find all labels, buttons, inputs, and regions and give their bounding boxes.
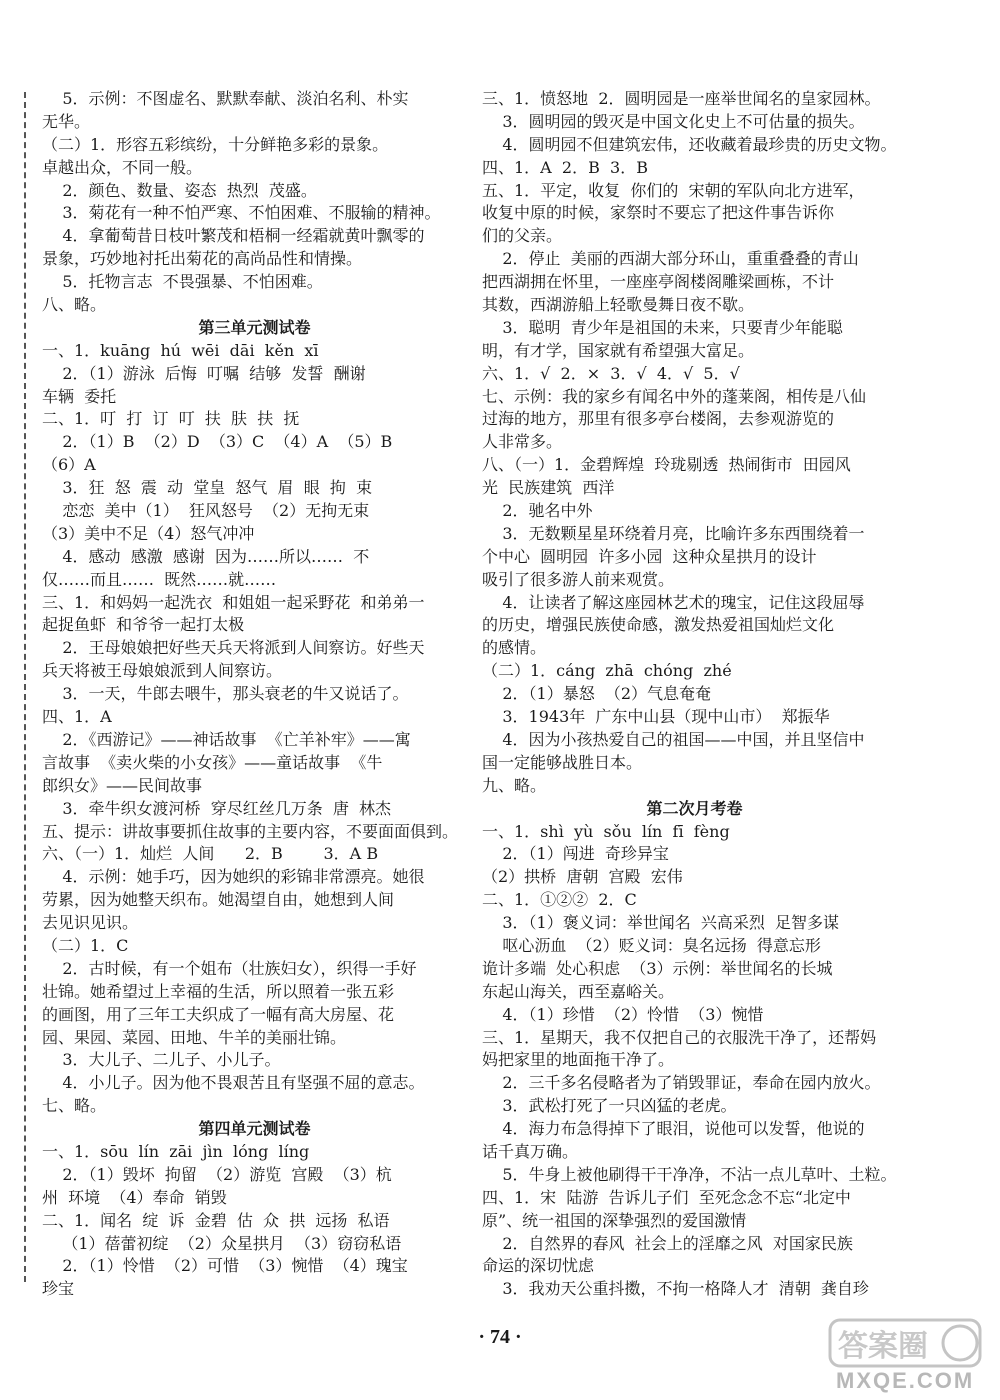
answer-line: 珍宝 (42, 1279, 75, 1299)
page-number: · 74 · (478, 1326, 522, 1348)
answer-line: （1）蓓蕾初绽 （2）众星拱月 （3）窃窃私语 (42, 1233, 402, 1253)
answer-line: （3）美中不足（4）怒气冲冲 (42, 523, 255, 543)
left-answer-column (42, 88, 467, 1301)
answer-line: 五、提示：讲故事要抓住故事的主要内容，不要面面俱到。 (42, 821, 459, 841)
answer-line: 卓越出众，不同一般。 (42, 157, 203, 177)
answer-line: 3．我劝天公重抖擞，不拘一格降人才 清朝 龚自珍 (482, 1279, 869, 1299)
answer-line: 2．停止 美丽的西湖大部分环山，重重叠叠的青山 (482, 249, 859, 269)
section-title: 第四单元测试卷 (198, 1119, 311, 1139)
answer-line: 吸引了很多游人前来观赏。 (482, 569, 675, 589)
right-answer-column (482, 88, 907, 1301)
answer-line: 2．颜色、数量、姿态 热烈 茂盛。 (42, 180, 317, 200)
answer-line: 3．狂 怒 震 动 堂皇 怒气 眉 眼 拘 束 (42, 478, 373, 498)
answer-line: 呕心沥血 （2）贬义词：臭名远扬 得意忘形 (482, 935, 821, 955)
answer-line: 2．（1）暴怒 （2）气息奄奄 (482, 684, 712, 704)
answer-line: 2．（1）怜惜 （2）可惜 （3）惋惜 （4）瑰宝 (42, 1256, 408, 1276)
answer-line: 5．牛身上被他刷得干干净净，不沾一点儿草叶、土粒。 (482, 1164, 897, 1184)
section-title: 第三单元测试卷 (198, 317, 311, 337)
answer-line: 去见识见识。 (42, 913, 139, 933)
answer-line: 2．（1）毁坏 拘留 （2）游览 宫殿 （3）杭 (42, 1164, 392, 1184)
answer-line: 5．示例：不图虚名、默默奉献、淡泊名利、朴实 (42, 89, 409, 108)
answer-line: 园、果园、菜园、田地、牛羊的美丽壮锦。 (42, 1027, 347, 1047)
watermark-logo (810, 1318, 990, 1396)
answer-line: 人非常多。 (482, 432, 563, 452)
answer-line: 4．小儿子。因为他不畏艰苦且有坚强不屈的意志。 (42, 1073, 425, 1093)
answer-line: 4．海力布急得掉下了眼泪，说他可以发誓，他说的 (482, 1119, 865, 1139)
answer-line: 个中心 圆明园 许多小园 这种众星拱月的设计 (482, 546, 817, 566)
answer-line: 景象，巧妙地衬托出菊花的高尚品性和情操。 (42, 249, 363, 269)
answer-line: 妈把家里的地面拖干净了。 (482, 1050, 675, 1070)
answer-line: 二、1．闻名 绽 诉 金碧 估 众 拱 远扬 私语 (42, 1210, 390, 1230)
answer-line: 2．（1）闯进 奇珍异宝 (482, 844, 669, 864)
answer-line: 5．托物言志 不畏强暴、不怕困难。 (42, 272, 323, 292)
answer-line: 3．圆明园的毁灭是中国文化史上不可估量的损失。 (482, 111, 865, 131)
answer-line: 壮锦。她希望过上幸福的生活，所以照着一张五彩 (42, 981, 395, 1001)
answer-line: 三、1．和妈妈一起洗衣 和姐姐一起采野花 和弟弟一 (42, 592, 425, 612)
answer-line: 4．因为小孩热爱自己的祖国——中国，并且坚信中 (482, 729, 865, 749)
answer-line: 命运的深切忧虑 (482, 1256, 595, 1276)
answer-line: 明，有才学，国家就有希望强大富足。 (482, 340, 755, 360)
answer-line: 六、（一）1．灿烂 人间 2．B 3．A B (42, 844, 379, 864)
answer-line: 的历史，增强民族使命感，激发热爱祖国灿烂文化 (482, 615, 835, 635)
answer-line: 4．拿葡萄昔日枝叶繁茂和梧桐一经霜就黄叶飘零的 (42, 226, 425, 246)
answer-line: 国一定能够战胜日本。 (482, 752, 643, 772)
answer-line: 仅……而且…… 既然……就…… (42, 569, 277, 589)
answer-line: 无华。 (42, 111, 91, 131)
column-divider (24, 92, 26, 1282)
answer-line: 五、1．平定，收复 你们的 宋朝的军队向北方进军， (482, 180, 865, 200)
answer-line: 光 民族建筑 西洋 (482, 478, 615, 498)
answer-line: 们的父亲。 (482, 226, 563, 246)
answer-line: 话千真万确。 (482, 1141, 579, 1161)
answer-line: 七、略。 (42, 1096, 107, 1116)
answer-line: 2．《西游记》——神话故事 《亡羊补牢》——寓 (42, 729, 411, 749)
answer-line: 3．牵牛织女渡河桥 穿尽红丝几万条 唐 林杰 (42, 798, 392, 818)
answer-line: （二）1．C (42, 935, 129, 955)
answer-line: （6）A (42, 455, 96, 475)
answer-line: 4．感动 感激 感谢 因为……所以…… 不 (42, 546, 370, 566)
answer-line: 二、1．叮 打 订 叮 扶 肤 扶 抚 (42, 409, 300, 429)
answer-line: 州 环境 （4）奉命 销毁 (42, 1187, 227, 1207)
answer-line: 2．古时候，有一个姐布（壮族妇女），织得一手好 (42, 958, 417, 978)
answer-line: （2）拱桥 唐朝 宫殿 宏伟 (482, 867, 683, 887)
answer-line: 收复中原的时候，家祭时不要忘了把这件事告诉你 (482, 203, 835, 223)
answer-line: 一、1．kuāng hú wēi dāi kěn xī (42, 340, 319, 360)
answer-line: 4．让读者了解这座园林艺术的瑰宝，记住这段屈辱 (482, 592, 865, 612)
answer-line: 2．（1）游泳 后悔 叮嘱 结够 发誓 酬谢 (42, 363, 366, 383)
answer-line: 七、示例：我的家乡有闻名中外的蓬莱阁，相传是八仙 (482, 386, 867, 406)
answer-line: 兵天将被王母娘娘派到人间察访。 (42, 661, 283, 681)
answer-line: 把西湖拥在怀里，一座座亭阁楼阁雕梁画栋，不计 (482, 272, 835, 292)
answer-line: 的画图，用了三年工夫织成了一幅有高大房屋、花 (42, 1004, 395, 1024)
answer-line: 的感情。 (482, 638, 547, 658)
answer-line: 东起山海关，西至嘉峪关。 (482, 981, 675, 1001)
answer-line: 其数，西湖游船上轻歌曼舞日夜不歇。 (482, 295, 755, 315)
answer-line: （二）1．cáng zhā chóng zhé (482, 661, 732, 681)
answer-line: 4．（1）珍惜 （2）怜惜 （3）惋惜 (482, 1004, 764, 1024)
answer-line: 三、1．星期天，我不仅把自己的衣服洗干净了，还帮妈 (482, 1027, 877, 1047)
answer-line: 3．无数颗星星环绕着月亮，比喻许多东西围绕着一 (482, 523, 865, 543)
answer-line: 起捉鱼虾 和爷爷一起打太极 (42, 615, 245, 635)
answer-line: 3．（1）褒义词：举世闻名 兴高采烈 足智多谋 (482, 913, 840, 933)
answer-line: 2．（1）B （2）D （3）C （4）A （5）B (42, 432, 393, 452)
answer-line: 九、略。 (482, 775, 547, 795)
answer-line: 一、1．sōu lín zāi jìn lóng líng (42, 1141, 310, 1161)
answer-line: 车辆 委托 (42, 386, 117, 406)
answer-line: 3．武松打死了一只凶猛的老虎。 (482, 1096, 737, 1116)
answer-line: 3．菊花有一种不怕严寒、不怕困难、不服输的精神。 (42, 203, 441, 223)
answer-line: 4．圆明园不但建筑宏伟，还收藏着最珍贵的历史文物。 (482, 134, 897, 154)
answer-line: 3．一天，牛郎去喂牛，那头衰老的牛又说话了。 (42, 684, 409, 704)
answer-line: 2．王母娘娘把好些天兵天将派到人间察访。好些天 (42, 638, 425, 658)
answer-line: 2．自然界的春风 社会上的淫靡之风 对国家民族 (482, 1233, 853, 1253)
watermark-text-url: MXQE.COM (836, 1368, 975, 1393)
answer-line: 恋恋 美中（1） 狂风怒号 （2）无拘无束 (42, 501, 370, 521)
watermark-text-cn: 答案圈 (838, 1329, 928, 1364)
answer-line: 言故事 《卖火柴的小女孩》——童话故事 《牛 (42, 752, 383, 772)
answer-line: （二）1．形容五彩缤纷，十分鲜艳多彩的景象。 (42, 134, 389, 154)
section-title: 第二次月考卷 (646, 798, 743, 818)
answer-line: 4．示例：她手巧，因为她织的彩锦非常漂亮。她很 (42, 867, 425, 887)
answer-line: 诡计多端 处心积虑 （3）示例：举世闻名的长城 (482, 958, 833, 978)
answer-line: 四、1．宋 陆游 告诉儿子们 至死念念不忘“北定中 (482, 1187, 851, 1207)
answer-line: 2．驰名中外 (482, 501, 593, 521)
answer-line: 劳累，因为她整天织布。她渴望自由，她想到人间 (42, 890, 395, 910)
answer-line: 八、略。 (42, 295, 107, 315)
answer-line: 过海的地方，那里有很多亭台楼阁，去参观游览的 (482, 409, 835, 429)
answer-line: 3．聪明 青少年是祖国的未来，只要青少年能聪 (482, 317, 843, 337)
answer-line: 四、1．A (42, 707, 112, 727)
answer-line: 二、1．①②② 2．C (482, 890, 637, 910)
answer-line: 2．三千多名侵略者为了销毁罪证，奉命在园内放火。 (482, 1073, 881, 1093)
answer-line: 四、1．A 2．B 3．B (482, 157, 648, 177)
answer-line: 郎织女》——民间故事 (42, 775, 203, 795)
answer-line: 3．1943年 广东中山县（现中山市） 郑振华 (482, 707, 830, 727)
answer-line: 原”、统一祖国的深挚强烈的爱国激情 (482, 1210, 747, 1230)
answer-line: 六、1．√ 2．× 3．√ 4．√ 5．√ (482, 363, 740, 383)
answer-line: 3．大儿子、二儿子、小儿子。 (42, 1050, 281, 1070)
answer-line: 一、1．shì yù sǒu lín fī fèng (482, 821, 730, 841)
answer-line: 八、（一）1．金碧辉煌 玲珑剔透 热闹街市 田园风 (482, 455, 851, 475)
answer-line: 三、1．愤怒地 2．圆明园是一座举世闻名的皇家园林。 (482, 89, 881, 108)
